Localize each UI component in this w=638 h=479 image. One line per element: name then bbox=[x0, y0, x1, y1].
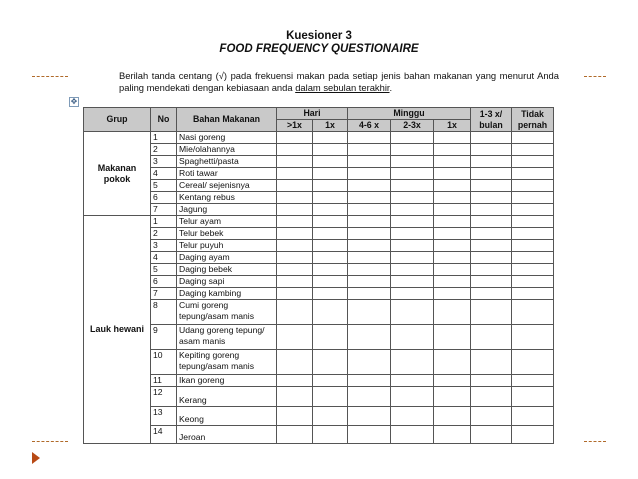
frequency-checkbox-cell[interactable] bbox=[391, 204, 434, 216]
frequency-checkbox-cell[interactable] bbox=[512, 350, 554, 375]
frequency-checkbox-cell[interactable] bbox=[313, 300, 348, 325]
header-hari-more: >1x bbox=[277, 120, 313, 132]
frequency-checkbox-cell[interactable] bbox=[512, 168, 554, 180]
frequency-checkbox-cell[interactable] bbox=[512, 240, 554, 252]
divider-right-bottom bbox=[584, 441, 606, 442]
frequency-checkbox-cell[interactable] bbox=[348, 240, 391, 252]
frequency-checkbox-cell[interactable] bbox=[471, 168, 512, 180]
frequency-checkbox-cell[interactable] bbox=[391, 180, 434, 192]
frequency-checkbox-cell[interactable] bbox=[313, 288, 348, 300]
item-number: 2 bbox=[151, 228, 177, 240]
frequency-checkbox-cell[interactable] bbox=[391, 168, 434, 180]
frequency-checkbox-cell[interactable] bbox=[471, 264, 512, 276]
table-row bbox=[84, 350, 554, 375]
frequency-checkbox-cell[interactable] bbox=[471, 300, 512, 325]
food-item-name: Ikan goreng bbox=[177, 375, 277, 387]
frequency-checkbox-cell[interactable] bbox=[471, 276, 512, 288]
food-item-name: Daging kambing bbox=[177, 288, 277, 300]
frequency-checkbox-cell[interactable] bbox=[434, 156, 471, 168]
frequency-checkbox-cell[interactable] bbox=[277, 156, 313, 168]
food-item-name: Nasi goreng bbox=[177, 132, 277, 144]
frequency-checkbox-cell[interactable] bbox=[348, 156, 391, 168]
frequency-checkbox-cell[interactable] bbox=[434, 228, 471, 240]
frequency-checkbox-cell[interactable] bbox=[313, 156, 348, 168]
item-number: 11 bbox=[151, 375, 177, 387]
table-row bbox=[84, 276, 554, 288]
frequency-checkbox-cell[interactable] bbox=[348, 180, 391, 192]
header-no: No bbox=[151, 108, 177, 132]
item-number: 3 bbox=[151, 156, 177, 168]
table-row bbox=[84, 156, 554, 168]
frequency-checkbox-cell[interactable] bbox=[434, 204, 471, 216]
questionnaire-title: Kuesioner 3 bbox=[286, 30, 352, 42]
food-item-name: Keong bbox=[177, 407, 277, 426]
frequency-checkbox-cell[interactable] bbox=[313, 180, 348, 192]
frequency-checkbox-cell[interactable] bbox=[434, 350, 471, 375]
table-row bbox=[84, 407, 554, 426]
frequency-checkbox-cell[interactable] bbox=[471, 132, 512, 144]
frequency-checkbox-cell[interactable] bbox=[391, 426, 434, 444]
frequency-checkbox-cell[interactable] bbox=[313, 350, 348, 375]
frequency-checkbox-cell[interactable] bbox=[277, 144, 313, 156]
frequency-checkbox-cell[interactable] bbox=[348, 264, 391, 276]
header-minggu-4-6: 4-6 x bbox=[348, 120, 391, 132]
frequency-checkbox-cell[interactable] bbox=[471, 288, 512, 300]
frequency-checkbox-cell[interactable] bbox=[277, 180, 313, 192]
frequency-checkbox-cell[interactable] bbox=[512, 216, 554, 228]
frequency-checkbox-cell[interactable] bbox=[348, 144, 391, 156]
frequency-checkbox-cell[interactable] bbox=[277, 204, 313, 216]
table-row bbox=[84, 252, 554, 264]
food-item-name: Kentang rebus bbox=[177, 192, 277, 204]
frequency-checkbox-cell[interactable] bbox=[391, 144, 434, 156]
frequency-checkbox-cell[interactable] bbox=[348, 216, 391, 228]
frequency-checkbox-cell[interactable] bbox=[391, 325, 434, 350]
frequency-checkbox-cell[interactable] bbox=[277, 288, 313, 300]
food-item-name: Roti tawar bbox=[177, 168, 277, 180]
frequency-checkbox-cell[interactable] bbox=[471, 216, 512, 228]
item-number: 10 bbox=[151, 350, 177, 375]
frequency-checkbox-cell[interactable] bbox=[277, 216, 313, 228]
frequency-checkbox-cell[interactable] bbox=[313, 144, 348, 156]
frequency-checkbox-cell[interactable] bbox=[512, 252, 554, 264]
frequency-checkbox-cell[interactable] bbox=[348, 228, 391, 240]
frequency-checkbox-cell[interactable] bbox=[471, 387, 512, 407]
frequency-checkbox-cell[interactable] bbox=[391, 375, 434, 387]
table-row bbox=[84, 228, 554, 240]
frequency-checkbox-cell[interactable] bbox=[471, 240, 512, 252]
divider-left-bottom bbox=[32, 441, 68, 442]
item-number: 5 bbox=[151, 180, 177, 192]
frequency-checkbox-cell[interactable] bbox=[512, 192, 554, 204]
frequency-checkbox-cell[interactable] bbox=[434, 192, 471, 204]
frequency-checkbox-cell[interactable] bbox=[471, 375, 512, 387]
item-number: 5 bbox=[151, 264, 177, 276]
frequency-checkbox-cell[interactable] bbox=[471, 426, 512, 444]
frequency-checkbox-cell[interactable] bbox=[434, 252, 471, 264]
frequency-checkbox-cell[interactable] bbox=[512, 144, 554, 156]
food-item-name: Mie/olahannya bbox=[177, 144, 277, 156]
food-frequency-table bbox=[83, 107, 554, 444]
frequency-checkbox-cell[interactable] bbox=[277, 407, 313, 426]
frequency-checkbox-cell[interactable] bbox=[512, 375, 554, 387]
item-number: 7 bbox=[151, 204, 177, 216]
food-item-name: Telur bebek bbox=[177, 228, 277, 240]
frequency-checkbox-cell[interactable] bbox=[313, 228, 348, 240]
frequency-checkbox-cell[interactable] bbox=[471, 252, 512, 264]
frequency-checkbox-cell[interactable] bbox=[348, 387, 391, 407]
table-row bbox=[84, 300, 554, 325]
frequency-checkbox-cell[interactable] bbox=[512, 300, 554, 325]
frequency-checkbox-cell[interactable] bbox=[434, 132, 471, 144]
frequency-checkbox-cell[interactable] bbox=[348, 168, 391, 180]
frequency-checkbox-cell[interactable] bbox=[313, 407, 348, 426]
frequency-checkbox-cell[interactable] bbox=[512, 407, 554, 426]
item-number: 9 bbox=[151, 325, 177, 350]
table-row bbox=[84, 426, 554, 444]
frequency-checkbox-cell[interactable] bbox=[512, 264, 554, 276]
frequency-checkbox-cell[interactable] bbox=[512, 276, 554, 288]
header-tidak: Tidak pernah bbox=[512, 108, 554, 132]
frequency-checkbox-cell[interactable] bbox=[391, 407, 434, 426]
frequency-checkbox-cell[interactable] bbox=[313, 325, 348, 350]
frequency-checkbox-cell[interactable] bbox=[391, 350, 434, 375]
instruction-text bbox=[119, 70, 559, 93]
frequency-checkbox-cell[interactable] bbox=[313, 216, 348, 228]
table-move-handle-icon[interactable]: ✥ bbox=[70, 97, 78, 106]
frequency-checkbox-cell[interactable] bbox=[391, 192, 434, 204]
frequency-checkbox-cell[interactable] bbox=[391, 228, 434, 240]
frequency-checkbox-cell[interactable] bbox=[391, 387, 434, 407]
food-item-name: Jeroan bbox=[177, 426, 277, 444]
frequency-checkbox-cell[interactable] bbox=[512, 132, 554, 144]
table-row bbox=[84, 192, 554, 204]
item-number: 2 bbox=[151, 144, 177, 156]
frequency-checkbox-cell[interactable] bbox=[434, 387, 471, 407]
item-number: 7 bbox=[151, 288, 177, 300]
table-row bbox=[84, 204, 554, 216]
frequency-checkbox-cell[interactable] bbox=[277, 350, 313, 375]
group-name: Makanan pokok bbox=[84, 132, 151, 216]
frequency-checkbox-cell[interactable] bbox=[277, 300, 313, 325]
frequency-checkbox-cell[interactable] bbox=[277, 264, 313, 276]
frequency-checkbox-cell[interactable] bbox=[277, 228, 313, 240]
frequency-checkbox-cell[interactable] bbox=[434, 264, 471, 276]
frequency-checkbox-cell[interactable] bbox=[348, 276, 391, 288]
frequency-checkbox-cell[interactable] bbox=[391, 300, 434, 325]
frequency-checkbox-cell[interactable] bbox=[471, 156, 512, 168]
frequency-checkbox-cell[interactable] bbox=[471, 228, 512, 240]
frequency-checkbox-cell[interactable] bbox=[313, 387, 348, 407]
table-row bbox=[84, 375, 554, 387]
frequency-checkbox-cell[interactable] bbox=[313, 426, 348, 444]
instruction-end: . bbox=[389, 81, 393, 93]
group-name: Lauk hewani bbox=[84, 216, 151, 444]
frequency-checkbox-cell[interactable] bbox=[313, 375, 348, 387]
frequency-checkbox-cell[interactable] bbox=[313, 132, 348, 144]
frequency-checkbox-cell[interactable] bbox=[512, 204, 554, 216]
frequency-checkbox-cell[interactable] bbox=[512, 228, 554, 240]
frequency-checkbox-cell[interactable] bbox=[434, 168, 471, 180]
header-hari-once: 1x bbox=[313, 120, 348, 132]
divider-right-top bbox=[584, 76, 606, 77]
frequency-checkbox-cell[interactable] bbox=[348, 375, 391, 387]
frequency-checkbox-cell[interactable] bbox=[313, 276, 348, 288]
frequency-checkbox-cell[interactable] bbox=[277, 426, 313, 444]
frequency-checkbox-cell[interactable] bbox=[277, 240, 313, 252]
table-row bbox=[84, 216, 554, 228]
frequency-checkbox-cell[interactable] bbox=[348, 350, 391, 375]
frequency-checkbox-cell[interactable] bbox=[277, 132, 313, 144]
food-item-name: Udang goreng tepung/ asam manis bbox=[177, 325, 277, 350]
food-item-name: Telur puyuh bbox=[177, 240, 277, 252]
frequency-checkbox-cell[interactable] bbox=[471, 407, 512, 426]
frequency-checkbox-cell[interactable] bbox=[348, 300, 391, 325]
item-number: 1 bbox=[151, 132, 177, 144]
frequency-checkbox-cell[interactable] bbox=[313, 264, 348, 276]
frequency-checkbox-cell[interactable] bbox=[434, 240, 471, 252]
frequency-checkbox-cell[interactable] bbox=[512, 156, 554, 168]
frequency-checkbox-cell[interactable] bbox=[348, 252, 391, 264]
frequency-checkbox-cell[interactable] bbox=[471, 325, 512, 350]
frequency-checkbox-cell[interactable] bbox=[471, 350, 512, 375]
food-item-name: Kepiting goreng tepung/asam manis bbox=[177, 350, 277, 375]
frequency-checkbox-cell[interactable] bbox=[391, 288, 434, 300]
food-item-name: Cumi goreng tepung/asam manis bbox=[177, 300, 277, 325]
frequency-checkbox-cell[interactable] bbox=[313, 240, 348, 252]
frequency-checkbox-cell[interactable] bbox=[277, 276, 313, 288]
table-row bbox=[84, 264, 554, 276]
frequency-checkbox-cell[interactable] bbox=[434, 144, 471, 156]
table-row bbox=[84, 144, 554, 156]
food-item-name: Daging sapi bbox=[177, 276, 277, 288]
instruction-main: Berilah tanda centang (√) pada frekuensi makan pada setiap jenis bahan makanan yang menurut Anda paling mendekati dengan kebiasaan anda bbox=[119, 70, 559, 93]
item-number: 4 bbox=[151, 252, 177, 264]
frequency-checkbox-cell[interactable] bbox=[277, 168, 313, 180]
frequency-checkbox-cell[interactable] bbox=[512, 288, 554, 300]
frequency-checkbox-cell[interactable] bbox=[434, 276, 471, 288]
table-row bbox=[84, 180, 554, 192]
frequency-checkbox-cell[interactable] bbox=[277, 252, 313, 264]
frequency-checkbox-cell[interactable] bbox=[391, 156, 434, 168]
frequency-checkbox-cell[interactable] bbox=[434, 426, 471, 444]
frequency-checkbox-cell[interactable] bbox=[391, 240, 434, 252]
table-row bbox=[84, 132, 554, 144]
frequency-checkbox-cell[interactable] bbox=[313, 204, 348, 216]
frequency-checkbox-cell[interactable] bbox=[512, 426, 554, 444]
item-number: 12 bbox=[151, 387, 177, 407]
frequency-checkbox-cell[interactable] bbox=[434, 300, 471, 325]
frequency-checkbox-cell[interactable] bbox=[277, 387, 313, 407]
food-item-name: Telur ayam bbox=[177, 216, 277, 228]
frequency-checkbox-cell[interactable] bbox=[348, 132, 391, 144]
frequency-checkbox-cell[interactable] bbox=[434, 325, 471, 350]
food-item-name: Jagung bbox=[177, 204, 277, 216]
frequency-checkbox-cell[interactable] bbox=[512, 180, 554, 192]
frequency-checkbox-cell[interactable] bbox=[391, 252, 434, 264]
food-item-name: Kerang bbox=[177, 387, 277, 407]
table-row bbox=[84, 168, 554, 180]
food-item-name: Spaghetti/pasta bbox=[177, 156, 277, 168]
frequency-checkbox-cell[interactable] bbox=[348, 426, 391, 444]
frequency-checkbox-cell[interactable] bbox=[313, 168, 348, 180]
frequency-checkbox-cell[interactable] bbox=[512, 387, 554, 407]
frequency-checkbox-cell[interactable] bbox=[348, 288, 391, 300]
frequency-checkbox-cell[interactable] bbox=[313, 252, 348, 264]
frequency-checkbox-cell[interactable] bbox=[348, 204, 391, 216]
item-number: 1 bbox=[151, 216, 177, 228]
divider-left-top bbox=[32, 76, 68, 77]
frequency-checkbox-cell[interactable] bbox=[434, 216, 471, 228]
frequency-checkbox-cell[interactable] bbox=[348, 192, 391, 204]
table-body bbox=[84, 132, 554, 444]
frequency-checkbox-cell[interactable] bbox=[348, 407, 391, 426]
food-item-name: Daging ayam bbox=[177, 252, 277, 264]
frequency-checkbox-cell[interactable] bbox=[391, 264, 434, 276]
frequency-checkbox-cell[interactable] bbox=[277, 375, 313, 387]
item-number: 13 bbox=[151, 407, 177, 426]
table-row bbox=[84, 288, 554, 300]
header-minggu: Minggu bbox=[348, 108, 471, 120]
header-bahan: Bahan Makanan bbox=[177, 108, 277, 132]
item-number: 3 bbox=[151, 240, 177, 252]
table-row bbox=[84, 325, 554, 350]
frequency-checkbox-cell[interactable] bbox=[277, 192, 313, 204]
frequency-checkbox-cell[interactable] bbox=[471, 204, 512, 216]
frequency-checkbox-cell[interactable] bbox=[512, 325, 554, 350]
item-number: 14 bbox=[151, 426, 177, 444]
table-row bbox=[84, 240, 554, 252]
item-number: 6 bbox=[151, 276, 177, 288]
frequency-checkbox-cell[interactable] bbox=[434, 180, 471, 192]
frequency-checkbox-cell[interactable] bbox=[471, 180, 512, 192]
questionnaire-subtitle: FOOD FREQUENCY QUESTIONAIRE bbox=[219, 43, 419, 55]
frequency-checkbox-cell[interactable] bbox=[471, 144, 512, 156]
frequency-checkbox-cell[interactable] bbox=[277, 325, 313, 350]
food-item-name: Cereal/ sejenisnya bbox=[177, 180, 277, 192]
header-minggu-2-3: 2-3x bbox=[391, 120, 434, 132]
frequency-checkbox-cell[interactable] bbox=[391, 216, 434, 228]
frequency-checkbox-cell[interactable] bbox=[348, 325, 391, 350]
frequency-checkbox-cell[interactable] bbox=[391, 132, 434, 144]
header-bulan: 1-3 x/ bulan bbox=[471, 108, 512, 132]
instruction-underlined: dalam sebulan terakhir bbox=[295, 81, 390, 93]
table-row bbox=[84, 387, 554, 407]
slide-bullet-arrow-icon bbox=[32, 452, 40, 464]
frequency-checkbox-cell[interactable] bbox=[434, 288, 471, 300]
item-number: 8 bbox=[151, 300, 177, 325]
frequency-checkbox-cell[interactable] bbox=[434, 407, 471, 426]
item-number: 4 bbox=[151, 168, 177, 180]
frequency-checkbox-cell[interactable] bbox=[391, 276, 434, 288]
frequency-checkbox-cell[interactable] bbox=[313, 192, 348, 204]
frequency-checkbox-cell[interactable] bbox=[471, 192, 512, 204]
food-item-name: Daging bebek bbox=[177, 264, 277, 276]
item-number: 6 bbox=[151, 192, 177, 204]
header-hari: Hari bbox=[277, 108, 348, 120]
header-grup: Grup bbox=[84, 108, 151, 132]
header-minggu-once: 1x bbox=[434, 120, 471, 132]
frequency-checkbox-cell[interactable] bbox=[434, 375, 471, 387]
